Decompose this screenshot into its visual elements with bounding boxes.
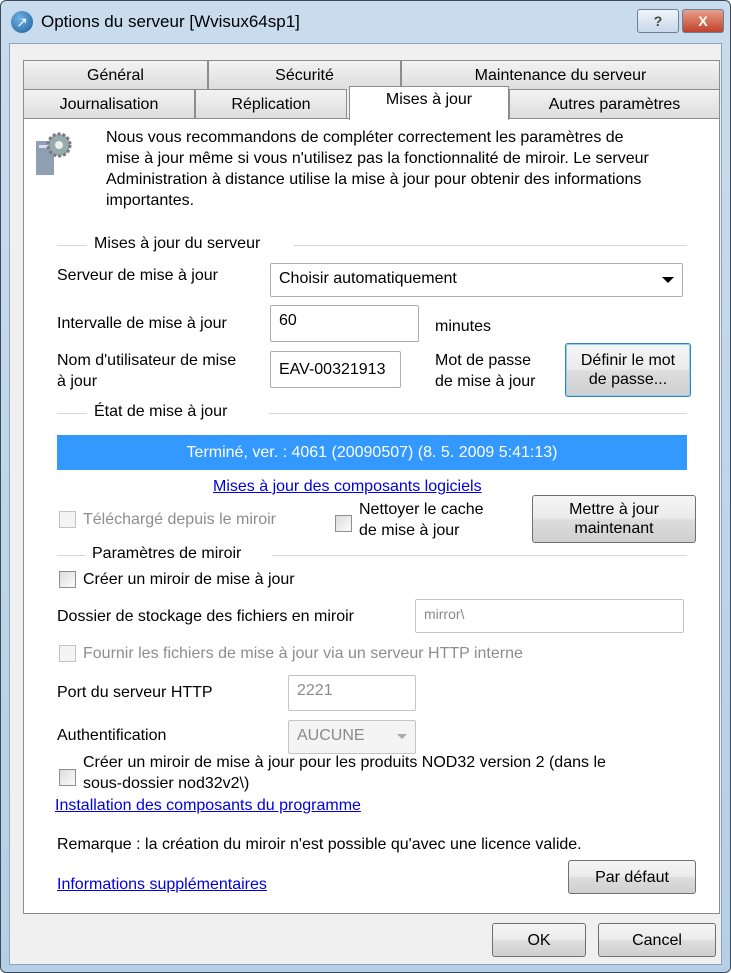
username-label: Nom d'utilisateur de mise à jour [57,352,237,390]
set-password-button[interactable]: Définir le mot de passe... [565,343,691,397]
install-components-link[interactable]: Installation des composants du programme [55,797,361,814]
nod32-mirror-label: Créer un miroir de mise à jour pour les produits NOD32 version 2 (dans le sous-dossier nod32v2\) [83,754,606,792]
license-note: Remarque : la création du miroir n'est possible qu'avec une licence valide. [57,836,582,853]
http-port-label: Port du serveur HTTP [57,684,213,701]
title-bar [1,1,730,43]
server-group-title: Mises à jour du serveur [94,235,261,252]
update-now-button[interactable]: Mettre à jour maintenant [532,495,696,543]
interval-input[interactable]: 60 [270,305,419,342]
nod32-mirror-checkbox[interactable] [59,769,76,786]
auth-label: Authentification [57,727,167,744]
divider [294,245,687,246]
mirror-group-title: Paramètres de miroir [92,545,242,562]
server-label: Serveur de mise à jour [57,267,218,284]
intro-text: Nous vous recommandons de compléter correctement les paramètres de mise à jour même si vous n'utilisez pas la fonctionnalité de miroir. Le serveur Administration à distance utilise la mise à jour pour obtenir des informations importantes. [106,129,649,209]
dialog-client [9,43,722,965]
interval-unit: minutes [435,318,492,335]
window-title: Options du serveur [Wvisux64sp1] [41,12,300,31]
default-button[interactable]: Par défaut [568,860,696,894]
tab-other-settings[interactable]: Autres paramètres [509,89,720,119]
app-icon: ↗ [11,11,33,33]
http-server-checkbox[interactable] [59,645,76,662]
tab-updates[interactable]: Mises à jour [349,86,509,120]
create-mirror-label: Créer un miroir de mise à jour [83,571,295,588]
password-label: Mot de passe de mise à jour [435,352,536,390]
clear-cache-label: Nettoyer le cache de mise à jour [359,501,484,539]
components-update-link[interactable]: Mises à jour des composants logiciels [213,478,482,495]
updates-panel [23,118,720,914]
ok-button[interactable]: OK [492,923,586,957]
interval-label: Intervalle de mise à jour [57,315,227,332]
chevron-down-icon [662,277,674,283]
downloaded-from-mirror-label: Téléchargé depuis le miroir [83,511,276,528]
username-input[interactable]: EAV-00321913 [270,351,401,388]
tab-logging[interactable]: Journalisation [23,89,195,119]
more-info-link[interactable]: Informations supplémentaires [57,876,267,893]
downloaded-from-mirror-checkbox[interactable] [59,511,76,528]
divider [57,245,87,246]
state-group-title: État de mise à jour [94,403,228,420]
divider [57,413,87,414]
update-server-value: Choisir automatiquement [279,270,457,287]
chevron-down-icon [397,734,407,739]
tab-server-maintenance[interactable]: Maintenance du serveur [401,60,720,90]
divider [269,413,687,414]
clear-cache-checkbox[interactable] [335,515,352,532]
tab-replication[interactable]: Réplication [195,89,347,119]
mirror-folder-label: Dossier de stockage des fichiers en miroir [57,608,355,625]
auth-value: AUCUNE [297,727,365,744]
close-button[interactable]: X [682,9,724,33]
update-status-bar: Terminé, ver. : 4061 (20090507) (8. 5. 2009 5:41:13) [57,435,687,470]
mirror-folder-input[interactable]: mirror\ [415,599,684,633]
tab-general[interactable]: Général [23,60,208,90]
divider [272,555,687,556]
tab-security[interactable]: Sécurité [208,60,401,90]
http-server-label: Fournir les fichiers de mise à jour via un serveur HTTP interne [83,645,523,662]
update-server-combo[interactable] [270,263,683,297]
divider [57,555,85,556]
server-settings-icon [34,129,74,179]
auth-combo[interactable] [288,720,416,754]
http-port-input[interactable]: 2221 [288,675,416,711]
cancel-button[interactable]: Cancel [598,923,716,957]
create-mirror-checkbox[interactable] [59,571,76,588]
help-button[interactable]: ? [637,9,679,33]
